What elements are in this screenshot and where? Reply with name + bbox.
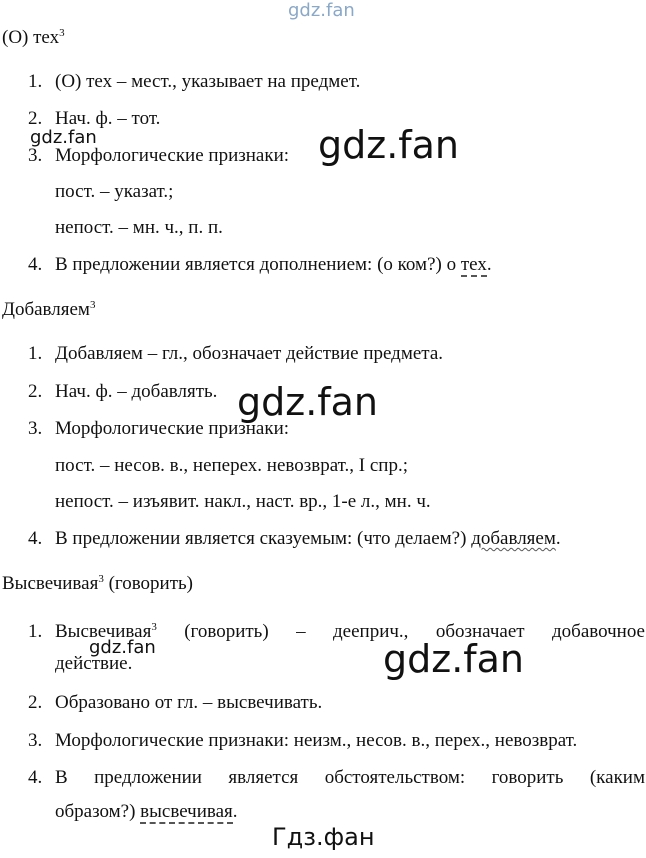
watermark-big: gdz.fan xyxy=(318,123,460,167)
syntactic-role-word: добавляем xyxy=(471,528,556,549)
item-text: Нач. ф. – добавлять. xyxy=(55,381,218,402)
item-text: Морфологические признаки: xyxy=(55,418,290,439)
item-number: 4. xyxy=(28,767,43,788)
item-number: 2. xyxy=(28,692,43,713)
item-subline: пост. – несов. в., неперех. невозврат., I спр.; xyxy=(55,455,408,476)
item-text: Добавляем – гл., обозначает действие предмета. xyxy=(55,343,444,364)
item-text: Нач. ф. – тот. xyxy=(55,108,161,129)
item-subline: непост. – изъявит. накл., наст. вр., 1-е л., мн. ч. xyxy=(55,491,431,512)
item-text: В предложении является обстоятельством: говорить (каким xyxy=(55,767,645,788)
watermark-top: gdz.fan xyxy=(288,0,355,21)
item-number: 3. xyxy=(28,418,43,439)
item-number: 4. xyxy=(28,528,43,549)
item-number: 2. xyxy=(28,108,43,129)
watermark-small: gdz.fan xyxy=(89,637,156,658)
item-number: 3. xyxy=(28,730,43,751)
item-text: Морфологические признаки: xyxy=(55,145,290,166)
item-text: Высвечивая$^3$ (говорить) – дееприч., обозначает добавочное xyxy=(55,621,645,642)
watermark-big: gdz.fan xyxy=(383,637,525,681)
section-heading: (О) тех$^3$ xyxy=(2,27,65,48)
item-number: 1. xyxy=(28,71,43,92)
item-text-continued: действие. xyxy=(55,653,133,674)
item-text: Образовано от гл. – высвечивать. xyxy=(55,692,323,713)
item-number: 3. xyxy=(28,145,43,166)
item-number: 1. xyxy=(28,343,43,364)
syntactic-role-word: высвечивая xyxy=(140,801,233,822)
watermark-small: gdz.fan xyxy=(30,127,97,148)
item-text: В предложении является дополнением: (о ком?) о тех. xyxy=(55,254,492,275)
item-number: 4. xyxy=(28,254,43,275)
item-text: В предложении является сказуемым: (что делаем?) добавляем. xyxy=(55,528,561,549)
item-text: (О) тех – мест., указывает на предмет. xyxy=(55,71,361,92)
section-heading: Высвечивая$^3$ (говорить) xyxy=(2,573,194,594)
item-text-continued: образом?) высвечивая. xyxy=(55,801,238,822)
item-text: Морфологические признаки: неизм., несов. в., перех., невозврат. xyxy=(55,730,578,751)
syntactic-role-word: тех xyxy=(460,254,487,275)
item-subline: пост. – указат.; xyxy=(55,181,174,202)
item-subline: непост. – мн. ч., п. п. xyxy=(55,217,223,238)
section-heading: Добавляем$^3$ xyxy=(2,299,96,320)
item-number: 1. xyxy=(28,621,43,642)
item-number: 2. xyxy=(28,381,43,402)
watermark-big: gdz.fan xyxy=(237,380,379,424)
watermark-bottom: Гдз.фан xyxy=(272,823,375,851)
